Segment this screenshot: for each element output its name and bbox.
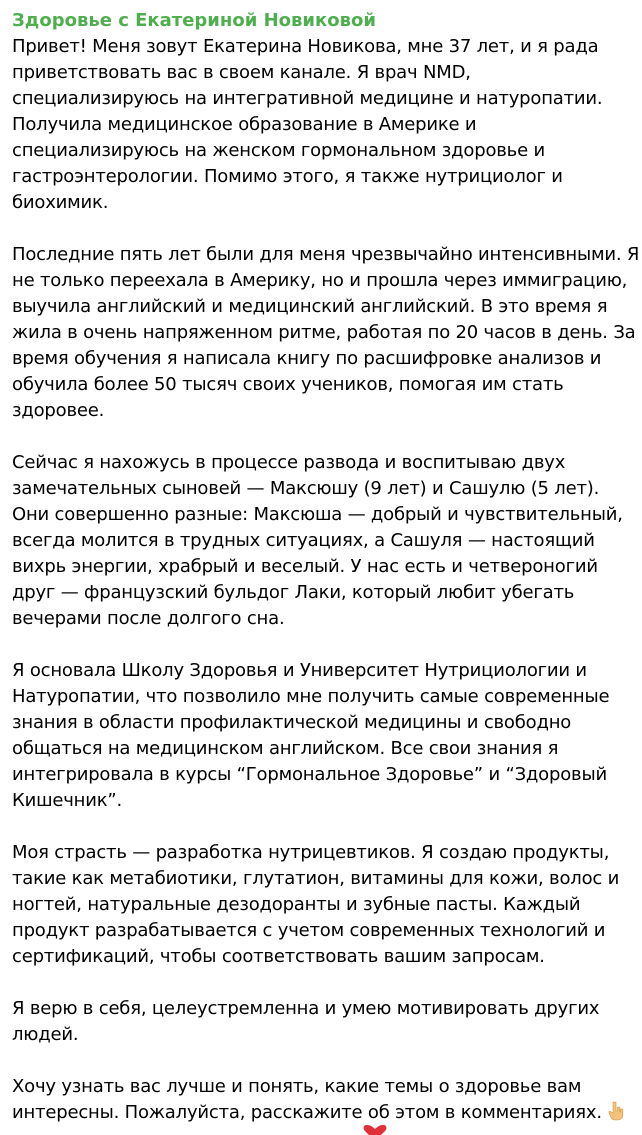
paragraph-family: Сейчас я нахожусь в процессе развода и воспитываю двух замечательных сыновей — Максюшу (9 лет) и Сашулю (5 лет). Они совершенно разные: Максюша — добрый и чувствительный, всегда молится в трудных ситуациях, а Сашуля — настоящий вихрь энергии, храбрый и веселый. У нас есть и четвероногий друг — французский бульдог Лаки, который любит убегать вечерами после долгого сна. [12, 452, 623, 629]
paragraph-last-five-years: Последние пять лет были для меня чрезвычайно интенсивными. Я не только переехала в Америку, но и прошла через иммиграцию, выучила английский и медицинский английский. В это время я жила в очень напряженном ритме, работая по 20 часов в день. За время обучения я написала книгу по расшифровке анализов и обучила более 50 тысяч своих учеников, помогая им стать здоровее. [12, 244, 640, 421]
channel-name[interactable]: Здоровье с Екатериной Новиковой [12, 10, 376, 31]
pointing-down-icon [606, 1101, 626, 1121]
paragraph-belief: Я верю в себя, целеустремленна и умею мотивировать других людей. [12, 998, 600, 1045]
message-text [12, 34, 640, 1126]
next-line-cut-off [12, 1125, 632, 1135]
call-to-action-text: Хочу узнать вас лучше и понять, какие темы о здоровье вам интересны. Пожалуйста, расскажите об этом в комментариях. [12, 1076, 602, 1123]
paragraph-nutraceuticals: Моя страсть — разработка нутрицевтиков. Я создаю продукты, такие как метабиотики, глутатион, витамины для кожи, волос и ногтей, натуральные дезодоранты и зубные пасты. Каждый продукт разрабатывается с учетом современных технологий и сертификаций, чтобы соответствовать вашим запросам. [12, 842, 620, 967]
paragraph-call-to-action [12, 1074, 640, 1126]
paragraph-intro: Привет! Меня зовут Екатерина Новикова, мне 37 лет, и я рада приветствовать вас в своем канале. Я врач NMD, специализируюсь на интегративной медицине и натуропатии. Получила медицинское образование в Америке и специализируюсь на женском гормональном здоровье и гастроэнтерологии. Помимо этого, я также нутрициолог и биохимик. [12, 36, 603, 213]
paragraph-school: Я основала Школу Здоровья и Университет Нутрициологии и Натуропатии, что позволило мне получить самые современные знания в области профилактической медицины и свободно общаться на медицинском английском. Все свои знания я интегрировала в курсы “Гормональное Здоровье” и “Здоровый Кишечник”. [12, 660, 610, 811]
heart-icon [362, 1125, 388, 1135]
